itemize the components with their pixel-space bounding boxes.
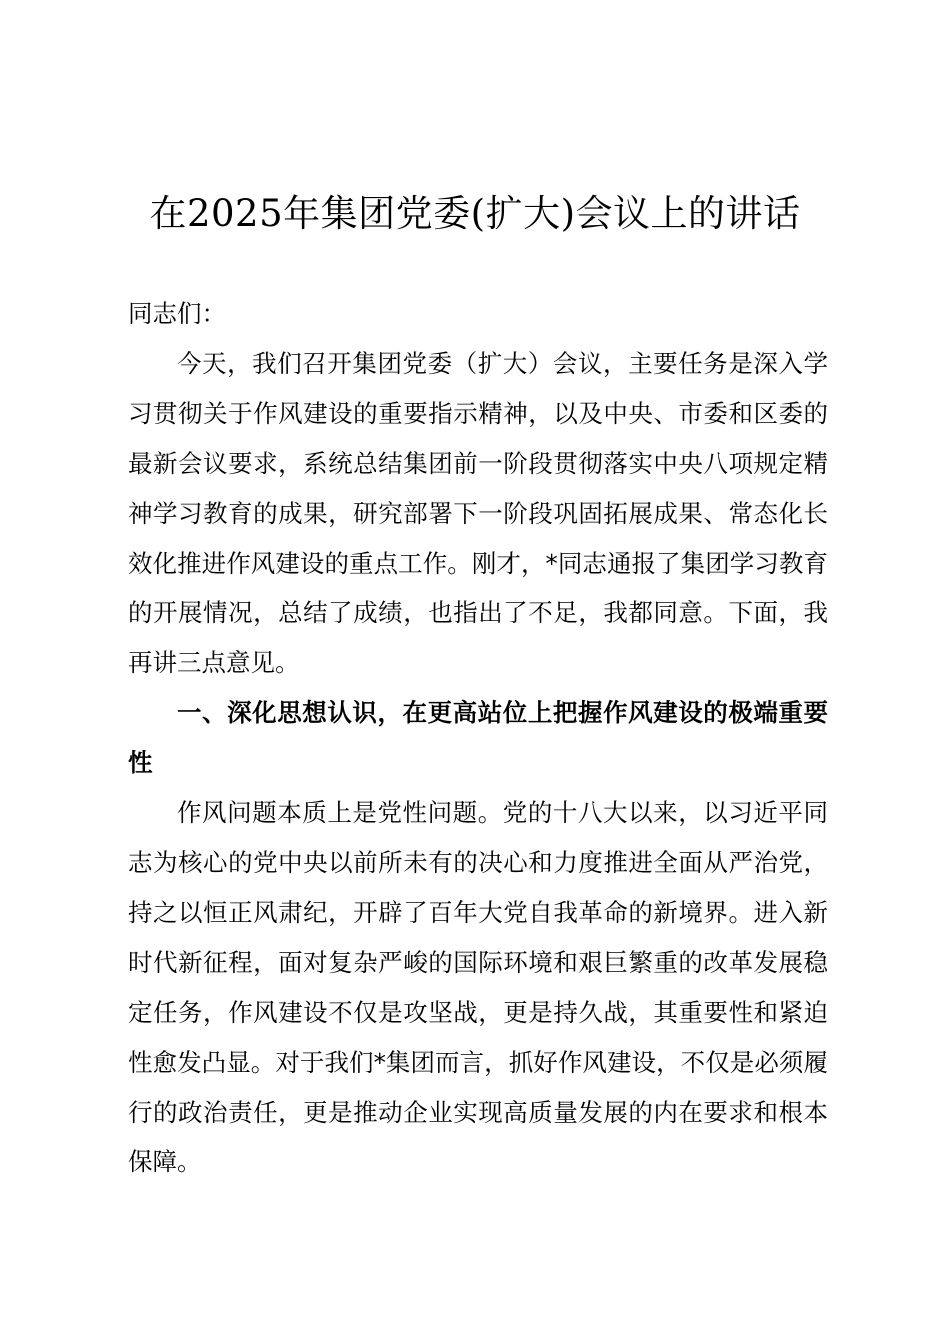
section-heading: 一、深化思想认识，在更高站位上把握作风建设的极端重要性 [128, 698, 828, 778]
section-paragraph: 作风问题本质上是党性问题。党的十八大以来，以习近平同志为核心的党中央以前所未有的决心和力度推进全面从严治党，持之以恒正风肃纪，开辟了百年大党自我革命的新境界。进入新时代新征程，面对复杂严峻的国际环境和艰巨繁重的改革发展稳定任务，作风建设不仅是攻坚战，更是持久战，其重要性和紧迫性愈发凸显。对于我们*集团而言，抓好作风建设，不仅是必须履行的政治责任，更是推动企业实现高质量发展的内在要求和根本保障。 [128, 798, 828, 1177]
salutation: 同志们： [128, 299, 226, 328]
intro-paragraph: 今天，我们召开集团党委（扩大）会议，主要任务是深入学习贯彻关于作风建设的重要指示精神，以及中央、市委和区委的最新会议要求，系统总结集团前一阶段贯彻落实中央八项规定精神学习教育的成果，研究部署下一阶段巩固拓展成果、常态化长效化推进作风建设的重点工作。刚才，*同志通报了集团学习教育的开展情况，总结了成绩，也指出了不足，我都同意。下面，我再讲三点意见。 [128, 348, 828, 678]
document-title: 在2025年集团党委(扩大)会议上的讲话 [149, 192, 801, 235]
document-body [128, 289, 828, 1187]
